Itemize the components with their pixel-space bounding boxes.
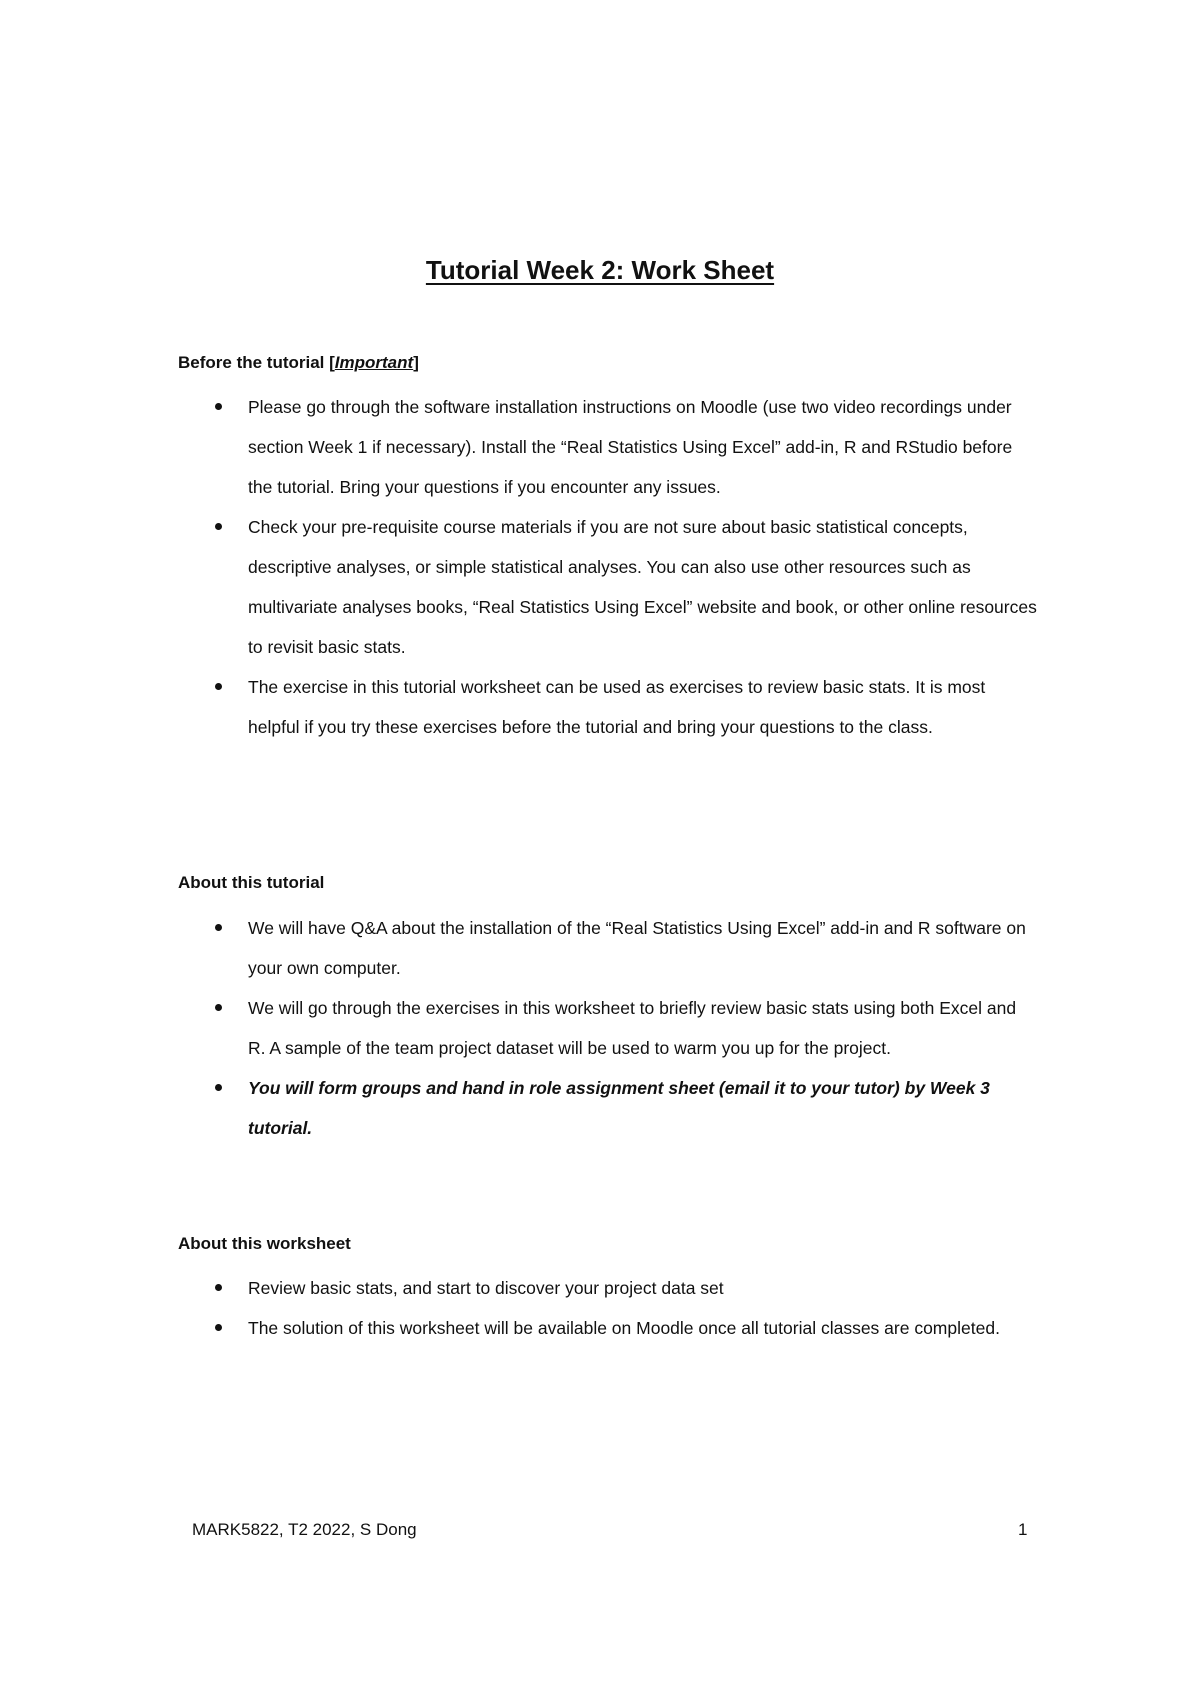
before-tutorial-list [178,387,1038,747]
about-tutorial-list [178,908,1038,1148]
section-heading-about-tutorial: About this tutorial [178,873,325,892]
bullet-icon [215,1284,222,1291]
bullet-icon [215,1324,222,1331]
list-item-text: We will have Q&A about the installation of the “Real Statistics Using Excel” add-in and R software on your own computer. [248,918,1026,978]
list-item [178,988,1038,1068]
list-item-text: Please go through the software installation instructions on Moodle (use two video recordings under section Week 1 if necessary). Install the “Real Statistics Using Excel” add-in, R and RStudio before the tutorial. Bring your questions if you encounter any issues. [248,397,1013,497]
bullet-icon [215,924,222,931]
list-item [178,667,1038,747]
heading-important: Important [334,353,414,372]
about-worksheet-list [178,1268,1038,1348]
section-heading-about-worksheet: About this worksheet [178,1234,351,1253]
list-item [178,507,1038,667]
list-item [178,387,1038,507]
list-item [178,908,1038,988]
bullet-icon [215,1004,222,1011]
heading-suffix: ] [413,353,419,372]
list-item-text: We will go through the exercises in this worksheet to briefly review basic stats using both Excel and R. A sample of the team project dataset will be used to warm you up for the project. [248,998,1017,1058]
bullet-icon [215,1084,222,1091]
list-item-text: Review basic stats, and start to discover your project data set [248,1278,724,1298]
footer-page-number: 1 [1018,1520,1028,1539]
page-title: Tutorial Week 2: Work Sheet [425,255,775,285]
heading-prefix: Before the tutorial [ [178,353,335,372]
list-item [178,1268,1038,1308]
list-item [178,1068,1038,1148]
list-item-text: You will form groups and hand in role assignment sheet (email it to your tutor) by Week 3 tutorial. [248,1078,990,1138]
bullet-icon [215,403,222,410]
list-item-text: Check your pre-requisite course materials if you are not sure about basic statistical concepts, descriptive analyses, or simple statistical analyses. You can also use other resources such as multivariate analyses books, “Real Statistics Using Excel” website and book, or other online resources to revisit basic stats. [248,517,1037,657]
list-item-text: The exercise in this tutorial worksheet can be used as exercises to review basic stats. It is most helpful if you try these exercises before the tutorial and bring your questions to the class. [248,677,986,737]
list-item [178,1308,1038,1348]
bullet-icon [215,683,222,690]
bullet-icon [215,523,222,530]
section-heading-before-tutorial [178,353,419,373]
list-item-text: The solution of this worksheet will be available on Moodle once all tutorial classes are completed. [248,1318,1000,1338]
footer-course-info: MARK5822, T2 2022, S Dong [192,1520,417,1539]
